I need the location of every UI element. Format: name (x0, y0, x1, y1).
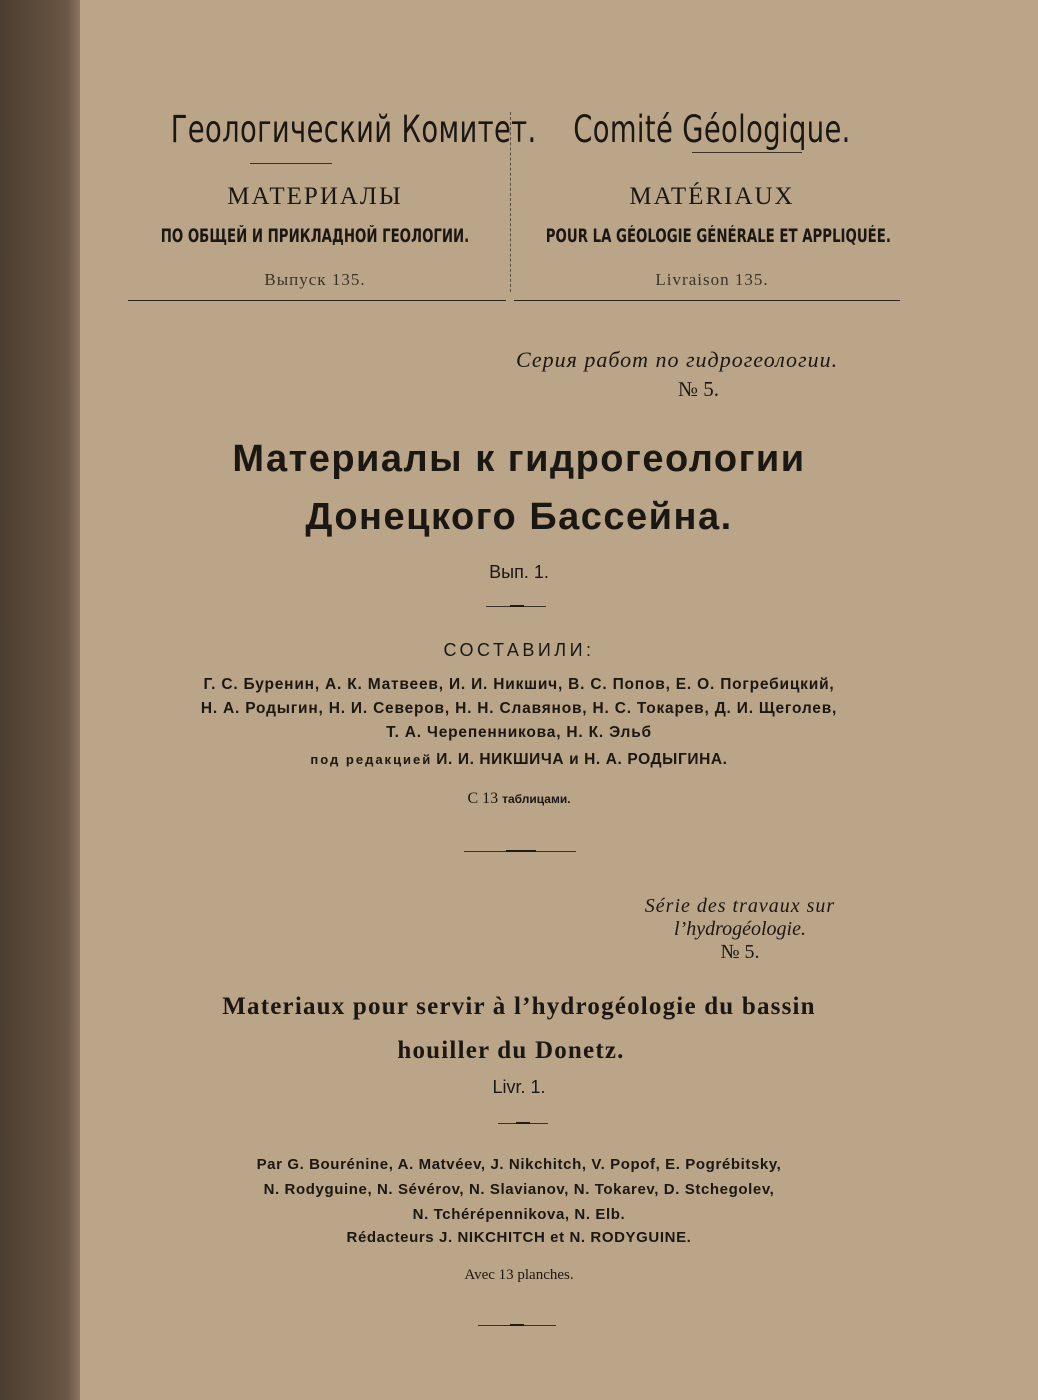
authors-ru-2-wrap (80, 700, 958, 718)
issue-ru: Выпуск 135. (264, 270, 366, 289)
materials-fr: MATÉRIAUX (629, 183, 795, 210)
header-left-short-rule (250, 163, 332, 164)
authors-fr-3-wrap (80, 1206, 958, 1223)
ornament-2-left (464, 851, 506, 852)
volume-fr: Livr. 1. (492, 1077, 546, 1097)
header-divider (510, 112, 511, 292)
authors-ru-line2: Н. А. Родыгин, Н. И. Северов, Н. Н. Славянов, Н. С. Токарев, Д. И. Щеголев, (200, 700, 838, 717)
header-right-short-rule (692, 152, 802, 153)
title-ru-line2: Донецкого Бассейна. (305, 496, 733, 538)
ornament-3-right (530, 1123, 548, 1124)
ornament-4-center (510, 1324, 524, 1326)
ornament-1-center (510, 605, 524, 607)
volume-ru: Вып. 1. (489, 562, 549, 582)
editors-ru: И. И. НИКШИЧА и Н. А. РОДЫГИНА. (436, 751, 728, 768)
ornament-1-left (486, 606, 510, 607)
authors-fr-2-wrap (80, 1181, 958, 1198)
title-page (80, 0, 1038, 1400)
tables-ru-wrap (80, 790, 958, 808)
header-left (120, 108, 537, 151)
committee-name-fr: Comité Géologique. (573, 108, 851, 151)
subtitle-ru: ПО ОБЩЕЙ И ПРИКЛАДНОЙ ГЕОЛОГИИ. (160, 226, 470, 247)
editors-fr-wrap (80, 1229, 958, 1246)
editors-ru-prefix: под редакцией (310, 752, 433, 767)
series-ru: Серия работ по гидрогеологии. (516, 347, 839, 372)
ornament-2-center (506, 850, 536, 852)
materials-ru: МАТЕРИАЛЫ (227, 183, 403, 210)
authors-ru-3-wrap (80, 724, 958, 742)
committee-name-ru: Геологический Комитет. (170, 108, 537, 151)
editors-fr: Rédacteurs J. NIKCHITCH et N. RODYGUINE. (346, 1229, 692, 1246)
ornament-4-left (478, 1325, 510, 1326)
authors-ru-1-wrap (80, 676, 958, 694)
header-rule-left (128, 300, 506, 301)
series-fr-line1: Série des travaux sur (644, 895, 836, 917)
book-spine (0, 0, 80, 1400)
tables-ru-word: таблицами. (502, 792, 571, 806)
issue-fr: Livraison 135. (655, 270, 769, 289)
subtitle-fr-wrap (480, 226, 950, 247)
plates-fr: Avec 13 planches. (464, 1267, 574, 1283)
compiled-by-ru: СОСТАВИЛИ: (443, 640, 595, 660)
ornament-1-right (524, 606, 546, 607)
authors-fr-line3: N. Tchérépennikova, N. Elb. (412, 1206, 626, 1223)
authors-ru-line3: Т. А. Черепенникова, Н. К. Эльб (386, 724, 652, 741)
tables-ru-prefix: С 13 (467, 790, 499, 807)
series-fr-line2: l’hydrogéologie. (673, 918, 806, 940)
authors-fr-1-wrap (80, 1156, 958, 1173)
series-number-fr: № 5. (720, 941, 760, 963)
authors-fr-line2: N. Rodyguine, N. Sévérov, N. Slavianov, N. Tokarev, D. Stchegolev, (263, 1181, 775, 1198)
authors-ru-line1: Г. С. Буренин, А. К. Матвеев, И. И. Никшич, В. С. Попов, Е. О. Погребицкий, (203, 676, 835, 693)
header-right (512, 108, 912, 151)
ornament-2-right (536, 851, 576, 852)
title-fr-line1: Materiaux pour servir à l’hydrogéologie du bassin (222, 993, 816, 1020)
title-fr-line2: houiller du Donetz. (397, 1037, 625, 1064)
title-ru-line1: Материалы к гидрогеологии (232, 438, 806, 480)
subtitle-fr: POUR LA GÉOLOGIE GÉNÉRALE ET APPLIQUÉE. (545, 226, 891, 247)
header-rule-right (514, 300, 900, 301)
editors-ru-wrap (80, 751, 958, 769)
series-number-ru: № 5. (678, 377, 720, 401)
ornament-3-left (498, 1123, 516, 1124)
authors-fr-line1: Par G. Bourénine, A. Matvéev, J. Nikchitch, V. Popof, E. Pogrébitsky, (256, 1156, 782, 1173)
ornament-3-center (516, 1122, 530, 1124)
ornament-4-right (524, 1325, 556, 1326)
